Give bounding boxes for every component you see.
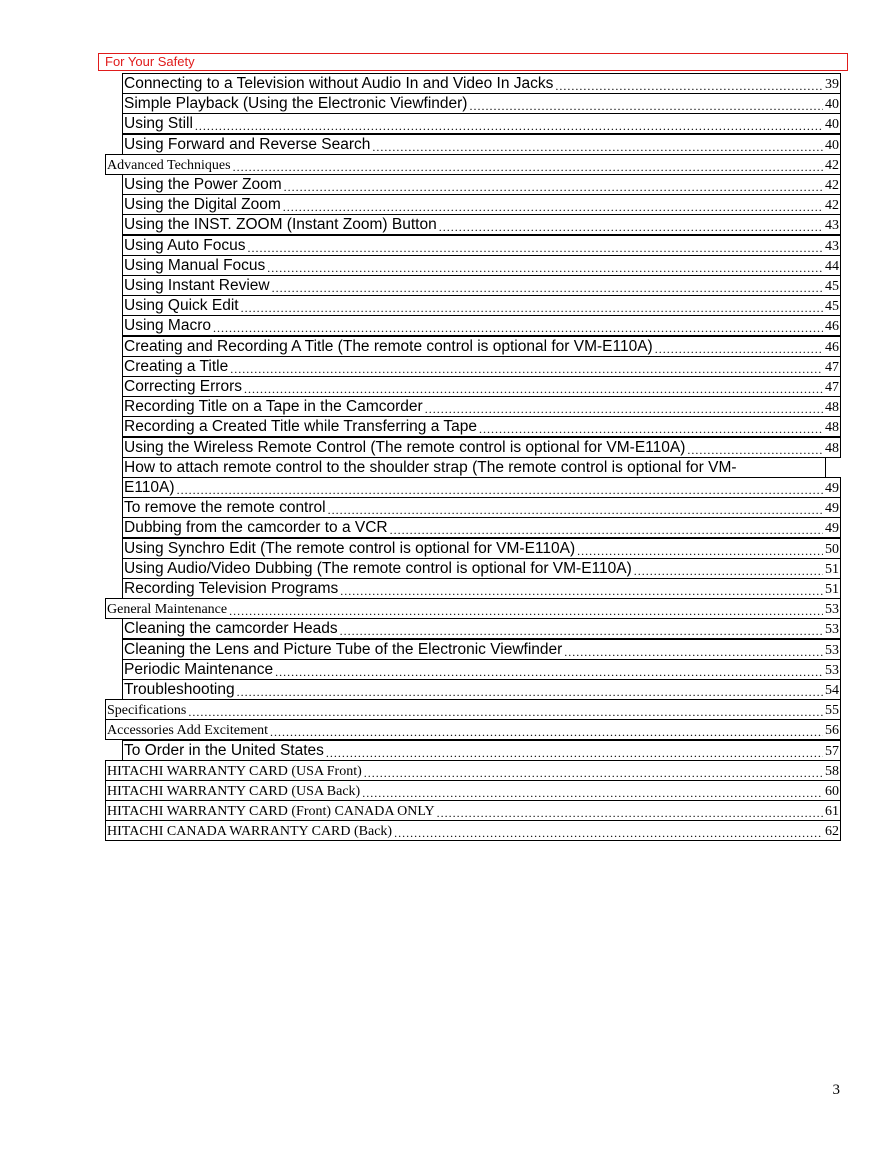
toc-entry-title: Accessories Add Excitement <box>107 723 268 739</box>
dot-leader <box>267 261 823 275</box>
toc-entry-page: 56 <box>825 723 839 739</box>
toc-entry-title: Using the Digital Zoom <box>124 196 281 214</box>
toc-entry-title: Specifications <box>107 703 187 719</box>
toc-entry[interactable] <box>122 214 841 235</box>
toc-entry-title: To Order in the United States <box>124 741 324 759</box>
dot-leader <box>687 443 823 457</box>
toc-entry-page: 40 <box>825 97 839 113</box>
toc-entry-title: Using the Power Zoom <box>124 176 282 193</box>
dot-leader <box>577 544 823 558</box>
dot-leader <box>340 584 823 598</box>
toc-entry[interactable] <box>122 538 841 559</box>
toc-entry[interactable] <box>122 659 841 680</box>
toc-entry-page: 48 <box>825 440 839 456</box>
for-your-safety-header[interactable]: For Your Safety <box>98 53 848 71</box>
dot-leader <box>326 746 823 760</box>
toc-entry-page: 49 <box>825 501 839 517</box>
dot-leader <box>564 645 823 659</box>
toc-entry[interactable] <box>105 800 841 821</box>
toc-entry-page: 48 <box>825 420 839 436</box>
dot-leader <box>425 402 823 416</box>
toc-entry-title: HITACHI WARRANTY CARD (USA Back) <box>107 784 361 799</box>
toc-entry[interactable] <box>122 336 841 357</box>
dot-leader <box>233 160 823 174</box>
toc-entry-title: Using Quick Edit <box>124 297 239 315</box>
toc-entry-title: Connecting to a Television without Audio In and Video In Jacks <box>124 75 554 92</box>
toc-entry-page: 60 <box>825 784 839 799</box>
toc-entry-page: 58 <box>825 763 839 779</box>
dot-leader <box>362 786 823 800</box>
dot-leader <box>230 362 823 376</box>
toc-entry-page: 48 <box>825 400 839 416</box>
toc-entry[interactable] <box>122 618 841 639</box>
dot-leader <box>237 685 823 699</box>
toc-entry-page: 45 <box>825 299 839 315</box>
toc-entry-title: Recording a Created Title while Transferring a Tape <box>124 418 477 436</box>
toc-entry-title: To remove the remote control <box>124 499 326 517</box>
toc-entry-page: 61 <box>825 804 839 820</box>
toc-entry-title: Simple Playback (Using the Electronic Viewfinder) <box>124 95 468 113</box>
toc-entry[interactable] <box>122 356 841 377</box>
toc-entry-title: Using Synchro Edit (The remote control is optional for VM-E110A) <box>124 539 576 557</box>
dot-leader <box>229 604 823 618</box>
toc-entry[interactable] <box>105 780 841 801</box>
toc-entry-page: 44 <box>825 258 839 274</box>
toc-entry[interactable] <box>122 497 841 518</box>
toc-entry[interactable] <box>122 416 841 437</box>
toc-entry[interactable] <box>122 174 841 195</box>
toc-entry-page: 55 <box>825 703 839 719</box>
toc-entry-page: 47 <box>825 359 839 375</box>
dot-leader <box>394 826 823 840</box>
toc-entry[interactable] <box>122 295 841 316</box>
toc-entry[interactable] <box>122 93 841 114</box>
dot-leader <box>437 806 823 820</box>
dot-leader <box>655 342 823 356</box>
toc-entry-page: 54 <box>825 683 839 698</box>
toc-entry-title: Using the Wireless Remote Control (The remote control is optional for VM-E110A) <box>124 438 686 456</box>
dot-leader <box>555 79 823 93</box>
toc-entry-title: HITACHI CANADA WARRANTY CARD (Back) <box>107 824 393 840</box>
toc-entry[interactable] <box>105 719 841 740</box>
dot-leader <box>188 705 823 719</box>
toc-entry[interactable] <box>122 315 841 336</box>
toc-entry-page: 42 <box>825 157 839 173</box>
toc-entry-title: HITACHI WARRANTY CARD (Front) CANADA ONLY <box>107 804 435 820</box>
dot-leader <box>364 766 823 780</box>
toc-entry[interactable] <box>122 235 841 256</box>
toc-entry-page: 42 <box>825 178 839 193</box>
dot-leader <box>284 180 823 194</box>
toc-entry[interactable]: How to attach remote control to the shoulder strap (The remote control is optional for VM- <box>122 457 826 478</box>
toc-entry-page: 43 <box>825 238 839 254</box>
toc-entry-page: 53 <box>825 642 839 658</box>
toc-entry-page: 53 <box>825 602 839 618</box>
toc-entry-page: 53 <box>825 622 839 638</box>
toc-entry-page: 50 <box>825 541 839 557</box>
toc-entry[interactable] <box>122 578 841 599</box>
dot-leader <box>328 503 823 517</box>
toc-entry[interactable] <box>122 517 841 538</box>
dot-leader <box>372 140 823 154</box>
toc-entry[interactable] <box>122 437 841 458</box>
dot-leader <box>241 301 823 315</box>
toc-entry-page: 39 <box>825 77 839 92</box>
toc-entry-title: Using Still <box>124 115 193 133</box>
toc-entry-title: Periodic Maintenance <box>124 660 274 678</box>
toc-entry-title: Recording Title on a Tape in the Camcorder <box>124 398 423 416</box>
toc-entry[interactable] <box>122 396 841 417</box>
toc-entry-title: Using Audio/Video Dubbing (The remote control is optional for VM-E110A) <box>124 559 632 577</box>
toc-entry-page: 53 <box>825 662 839 678</box>
dot-leader <box>634 564 823 578</box>
dot-leader <box>275 665 823 679</box>
toc-entry[interactable] <box>105 154 841 175</box>
toc-entry-title: Cleaning the Lens and Picture Tube of the Electronic Viewfinder <box>124 640 563 658</box>
toc-entry[interactable] <box>105 699 841 720</box>
dot-leader <box>270 725 823 739</box>
toc-entry-title: Cleaning the camcorder Heads <box>124 620 338 638</box>
toc-entry-title: E110A) <box>124 479 175 496</box>
toc-entry[interactable] <box>105 820 841 841</box>
toc-entry[interactable] <box>122 134 841 155</box>
toc-entry-title: Advanced Techniques <box>107 157 231 173</box>
toc-entry-page: 40 <box>825 117 839 133</box>
toc-entry-page: 51 <box>825 582 839 597</box>
dot-leader <box>283 200 823 214</box>
dot-leader <box>390 523 823 537</box>
toc-entry[interactable] <box>122 679 841 700</box>
toc-entry-title: Using Forward and Reverse Search <box>124 135 371 153</box>
toc-entry-page: 46 <box>825 339 839 355</box>
toc-entry-title: Using the INST. ZOOM (Instant Zoom) Button <box>124 216 437 234</box>
toc-entry-title: Using Manual Focus <box>124 256 266 274</box>
toc-entry[interactable] <box>122 73 841 94</box>
toc-entry[interactable] <box>105 598 841 619</box>
dot-leader <box>439 220 823 234</box>
toc-entry-title: General Maintenance <box>107 602 228 618</box>
toc-entry-page: 49 <box>825 481 839 496</box>
dot-leader <box>213 321 823 335</box>
dot-leader <box>177 483 823 497</box>
toc-entry-page: 40 <box>825 137 839 153</box>
dot-leader <box>272 281 823 295</box>
toc-entry-page: 57 <box>825 743 839 759</box>
toc-entry[interactable] <box>122 558 841 579</box>
toc-entry-page: 46 <box>825 319 839 335</box>
toc-entry-page: 45 <box>825 279 839 294</box>
toc-entry-title: Creating and Recording A Title (The remote control is optional for VM-E110A) <box>124 337 653 355</box>
toc-entry[interactable] <box>105 760 841 781</box>
toc-entry-title: Recording Television Programs <box>124 580 339 597</box>
toc-entry-title: Using Instant Review <box>124 277 270 294</box>
dot-leader <box>244 382 823 396</box>
toc-entry[interactable] <box>122 376 841 397</box>
toc-entry-page: 51 <box>825 561 839 577</box>
toc-entry-title: Correcting Errors <box>124 378 242 395</box>
toc-entry-title: Creating a Title <box>124 357 229 375</box>
toc-entry-page: 47 <box>825 380 839 395</box>
toc-entry[interactable] <box>122 275 841 296</box>
toc-entry-page: 42 <box>825 198 839 214</box>
toc-entry-title: Using Macro <box>124 317 211 335</box>
dot-leader <box>469 99 823 113</box>
toc-entry-title: HITACHI WARRANTY CARD (USA Front) <box>107 763 362 779</box>
dot-leader <box>479 422 823 436</box>
toc-entry-page: 49 <box>825 521 839 537</box>
toc-entry[interactable] <box>122 113 841 134</box>
toc-entry-page: 43 <box>825 218 839 234</box>
toc-entry[interactable] <box>122 740 841 761</box>
toc-entry-title: Using Auto Focus <box>124 236 246 254</box>
page-number: 3 <box>832 1082 840 1098</box>
toc-entry[interactable] <box>122 639 841 660</box>
dot-leader <box>195 119 823 133</box>
toc-entry[interactable] <box>122 255 841 276</box>
toc-entry-title: Dubbing from the camcorder to a VCR <box>124 519 388 537</box>
toc-entry[interactable] <box>122 194 841 215</box>
dot-leader <box>247 241 823 255</box>
toc-entry-title: Troubleshooting <box>124 681 235 698</box>
dot-leader <box>340 624 823 638</box>
toc-entry-page: 62 <box>825 824 839 840</box>
toc-entry[interactable] <box>122 477 841 498</box>
